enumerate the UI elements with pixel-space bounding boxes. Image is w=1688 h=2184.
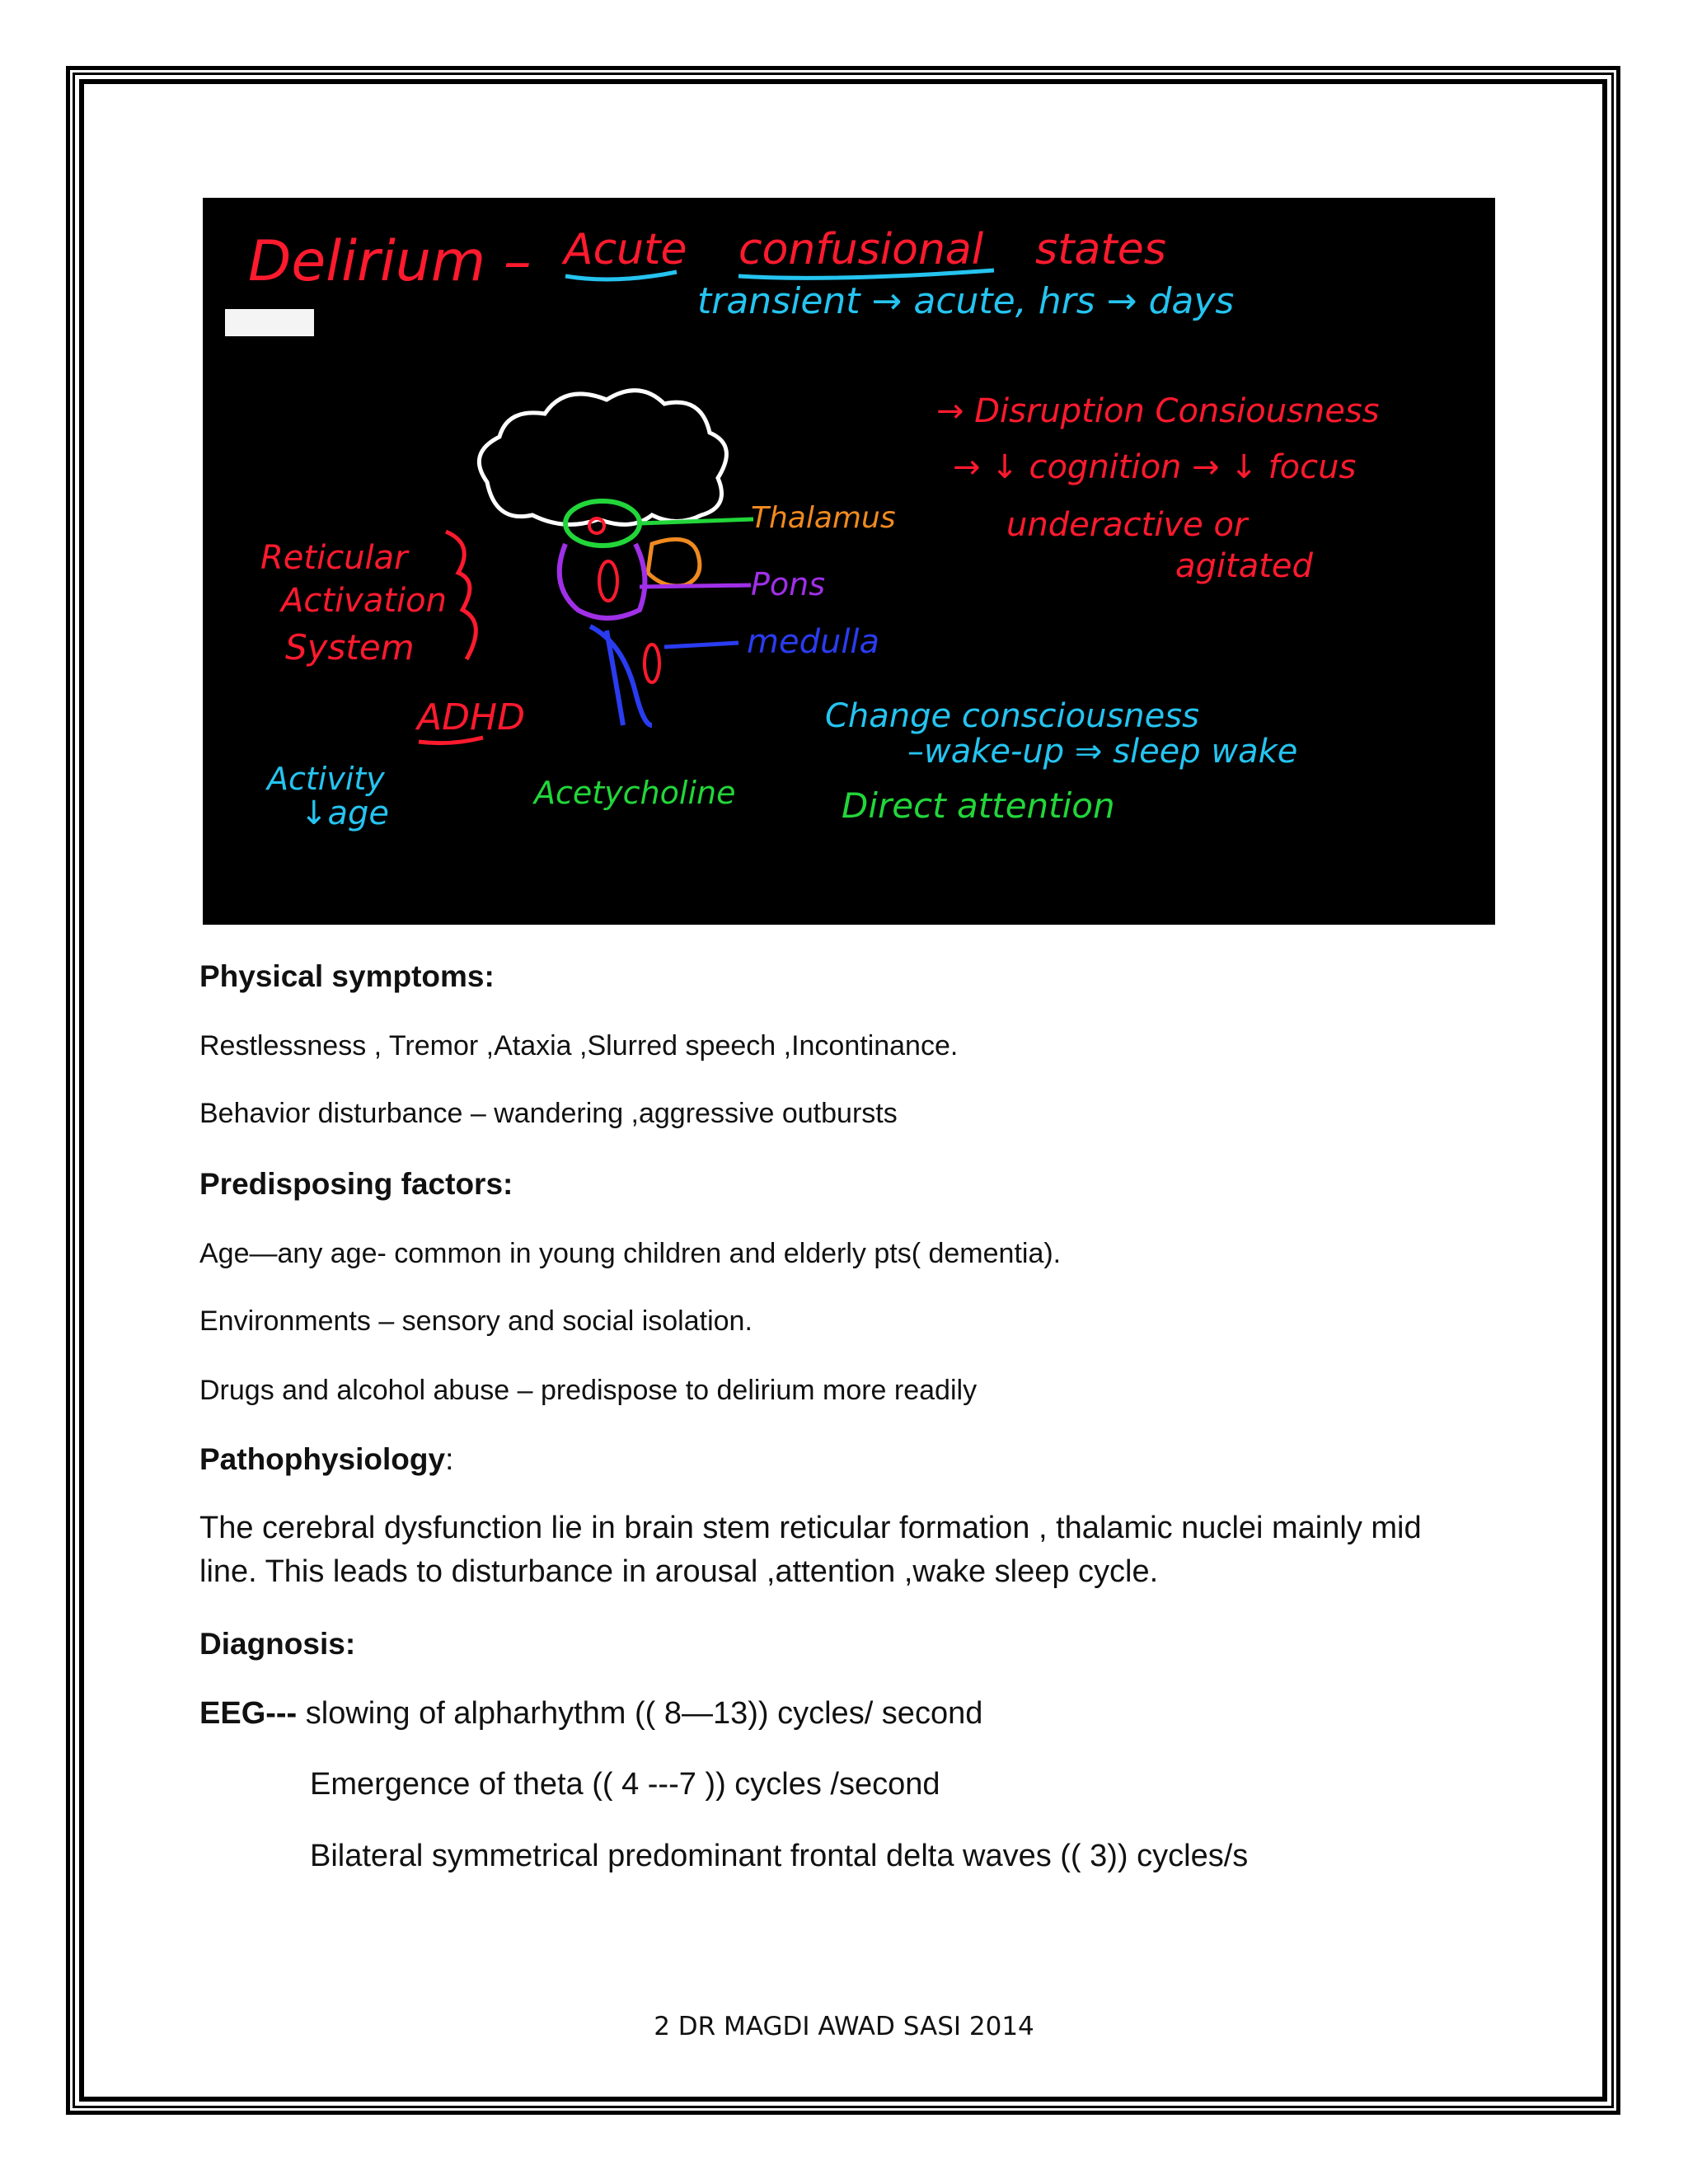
physical-symptoms-line-2: Behavior disturbance – wandering ,aggressive outbursts [199,1098,898,1129]
medulla-nucleus [645,644,659,682]
label-medulla: medulla [747,623,880,661]
pathophysiology-text: The cerebral dysfunction lie in brain stem reticular formation , thalamic nuclei mainly mid line. This leads to disturbance in arousal ,attention ,wake sleep cycle. [199,1511,1422,1589]
eeg-line-3: Bilateral symmetrical predominant frontal delta waves (( 3)) cycles/s [310,1839,1249,1873]
label-age: ↓age [300,794,390,832]
cerebellum-shape [648,539,700,586]
pathophysiology-colon: : [445,1442,454,1476]
title-acute: Acute [564,225,687,274]
pons-shape [560,544,645,618]
line-change-consciousness: Change consciousness [825,697,1199,735]
eeg-label: EEG--- [199,1696,298,1731]
heading-physical-symptoms: Physical symptoms: [199,959,495,993]
title-delirium: Delirium – [248,229,532,294]
label-acetycholine: Acetycholine [534,775,736,811]
line-disruption: → Disruption Consiousness [936,392,1380,430]
predisposing-line-2: Environments – sensory and social isolation. [199,1305,753,1337]
blackboard-image [203,198,1495,925]
page-footer: 2 DR MAGDI AWAD SASI 2014 [654,2012,1034,2041]
white-sticker [225,309,314,336]
line-direct-attention: Direct attention [842,785,1115,826]
line-underactive: underactive or [1006,506,1248,544]
line-wake-up: –wake-up ⇒ sleep wake [907,733,1298,771]
predisposing-line-3: Drugs and alcohol abuse – predispose to delirium more readily [199,1375,978,1406]
brain-outline [479,391,726,525]
label-reticular: Reticular [260,539,408,577]
pons-nucleus [599,561,617,601]
heading-predisposing-factors: Predisposing factors: [199,1167,513,1201]
medulla-pointer [664,643,738,647]
label-activity: Activity [267,761,385,797]
physical-symptoms-line-1: Restlessness , Tremor ,Ataxia ,Slurred speech ,Incontinance. [199,1030,959,1062]
medulla-shape [590,626,652,725]
title-states: states [1035,225,1166,274]
eeg-line-2: Emergence of theta (( 4 ---7 )) cycles /second [310,1767,940,1802]
blackboard-drawing [203,198,1495,925]
subtitle-transient: transient → acute, hrs → days [697,280,1235,322]
pathophysiology-label: Pathophysiology [199,1442,446,1476]
eeg-line-1 [199,1696,982,1732]
adhd-underline [419,738,483,743]
heading-diagnosis: Diagnosis: [199,1627,356,1661]
label-adhd: ADHD [417,696,525,738]
reticular-brace [446,532,476,659]
pons-pointer [640,585,751,587]
label-pons: Pons [751,566,826,602]
thalamus-pointer [640,519,753,523]
label-thalamus: Thalamus [751,501,896,535]
line-cognition: → ↓ cognition → ↓ focus [953,448,1357,486]
label-activation: Activation [281,582,447,620]
label-system: System [285,627,415,668]
predisposing-line-1: Age—any age- common in young children and elderly pts( dementia). [199,1238,1062,1269]
eeg-alpha-text: slowing of alpharhythm (( 8—13)) cycles/ second [297,1696,983,1731]
line-agitated: agitated [1175,547,1313,585]
heading-pathophysiology [199,1442,453,1477]
title-confusional: confusional [738,225,984,274]
